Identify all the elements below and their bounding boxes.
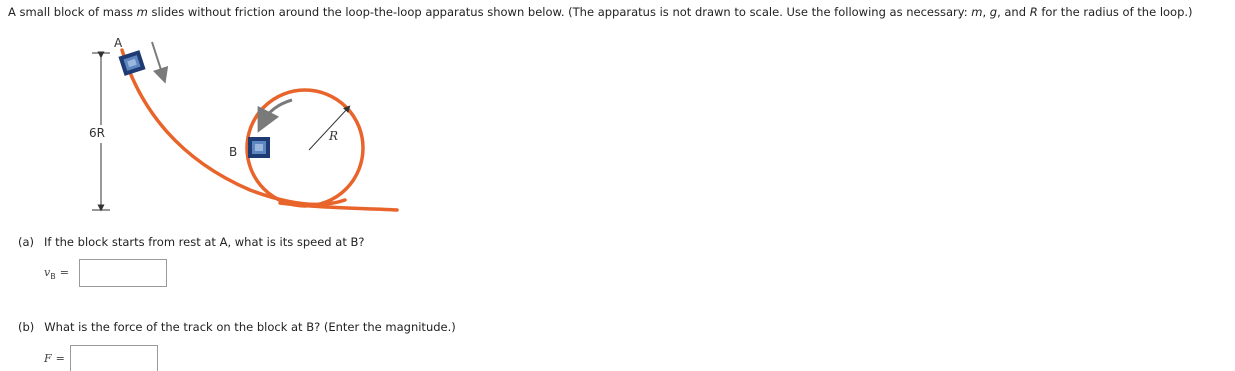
- part-b-question: [18, 320, 456, 334]
- var-b-subscript: B: [50, 272, 56, 282]
- intro-text: A small block of mass: [8, 5, 137, 19]
- intro-var-m: m: [136, 5, 148, 19]
- force-answer-input[interactable]: [70, 345, 158, 371]
- equals-sign-a: =: [59, 266, 69, 279]
- intro-text: for the radius of the loop.): [1037, 5, 1193, 19]
- track-ramp: [122, 50, 345, 204]
- intro-text: ,: [982, 5, 990, 19]
- motion-arrow-a: [152, 42, 163, 76]
- part-b-label: (b): [18, 320, 35, 334]
- label-b: B: [229, 145, 238, 159]
- part-a-answer-row: [44, 266, 69, 281]
- radius-label: R: [329, 129, 339, 143]
- intro-var-g: g: [989, 5, 998, 19]
- part-a-question: [18, 235, 364, 249]
- part-b-answer-row: [44, 352, 65, 365]
- intro-text: , and: [997, 5, 1030, 19]
- height-label: 6R: [89, 126, 105, 140]
- block-b: [248, 137, 270, 158]
- intro-text: slides without friction around the loop-the-loop apparatus shown below. (The apparatus is not drawn to scale. Use the following as necessary:: [147, 5, 972, 19]
- equals-sign-b: =: [55, 352, 65, 365]
- vb-answer-input[interactable]: [79, 259, 167, 287]
- track-exit: [280, 203, 397, 210]
- label-a: A: [114, 36, 123, 50]
- intro-var-r: R: [1029, 5, 1038, 19]
- loop-the-loop-figure: [0, 0, 420, 225]
- var-f: F: [44, 352, 52, 365]
- part-a-text: If the block starts from rest at A, what is its speed at B?: [44, 235, 365, 249]
- part-a-label: (a): [18, 235, 35, 249]
- intro-var-m: m: [971, 5, 983, 19]
- var-v-symbol: v: [44, 266, 51, 279]
- var-vb: [44, 266, 56, 282]
- part-b-text: What is the force of the track on the block at B? (Enter the magnitude.): [44, 320, 456, 334]
